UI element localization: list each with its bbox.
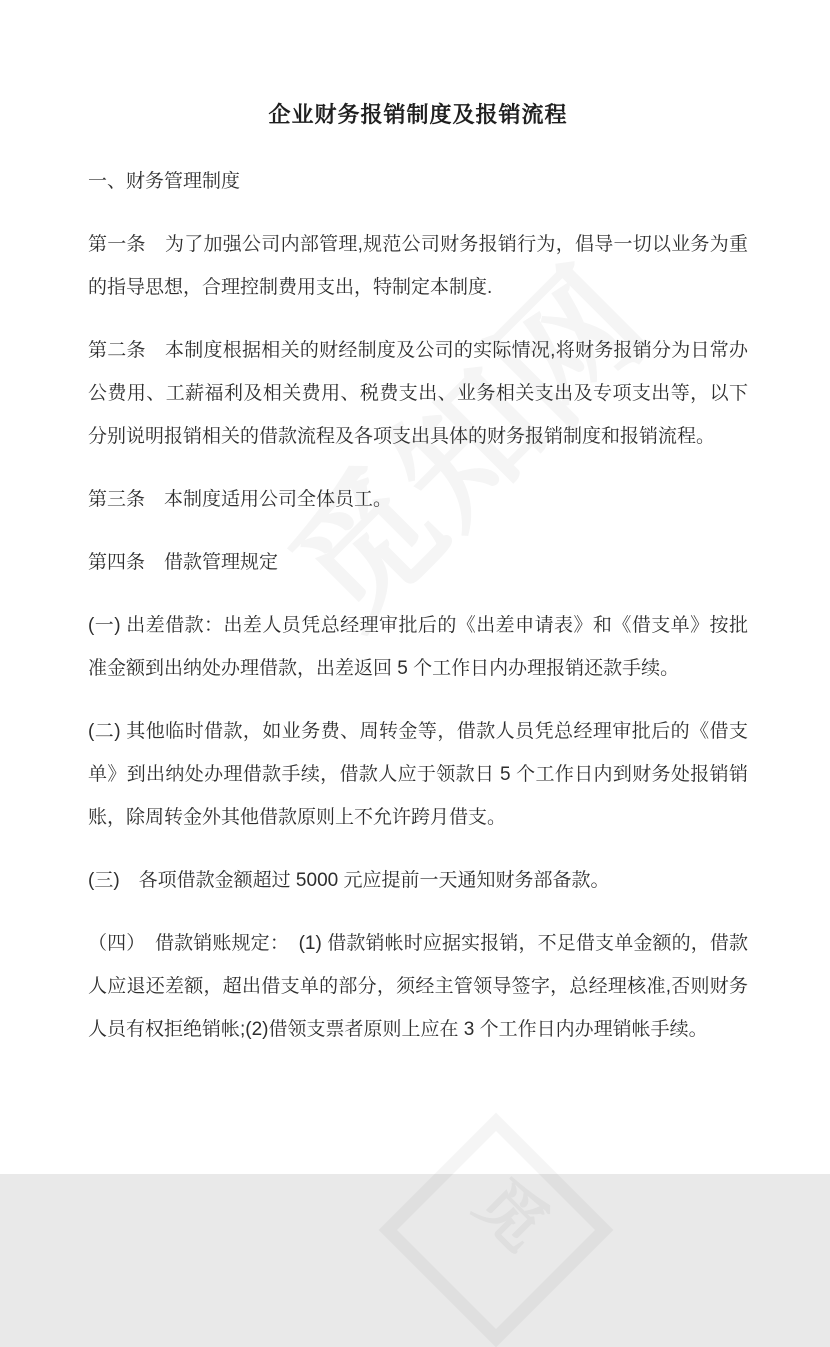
- site-watermark-logo: [379, 1113, 614, 1347]
- paragraph-clause-1-travel-loan: (一) 出差借款：出差人员凭总经理审批后的《出差申请表》和《借支单》按批准金额到出纳处办理借款，出差返回 5 个工作日内办理报销还款手续。: [88, 615, 748, 679]
- paragraph-clause-4-loan-writeoff: （四） 借款销账规定： (1) 借款销帐时应据实报销，不足借支单金额的，借款人应退还差额，超出借支单的部分，须经主管领导签字，总经理核准,否则财务人员有权拒绝销帐;(2)借领支票者原则上应在 3 个工作日内办理销帐手续。: [88, 933, 748, 1040]
- paragraph-article-3: 第三条 本制度适用公司全体员工。: [88, 489, 393, 510]
- document-title: 企业财务报销制度及报销流程: [268, 102, 568, 127]
- paragraph-article-4: 第四条 借款管理规定: [88, 552, 279, 573]
- paragraph-article-1: 第一条 为了加强公司内部管理,规范公司财务报销行为，倡导一切以业务为重的指导思想，合理控制费用支出，特制定本制度.: [88, 234, 748, 298]
- paragraph-clause-2-temporary-loan: (二) 其他临时借款，如业务费、周转金等，借款人员凭总经理审批后的《借支单》到出纳处办理借款手续，借款人应于领款日 5 个工作日内到财务处报销销账，除周转金外其他借款原则上不允许跨月借支。: [88, 721, 748, 828]
- section-heading-finance-management: 一、财务管理制度: [88, 171, 241, 192]
- site-watermark-logo-glyph: 觅: [462, 1164, 562, 1264]
- paragraph-clause-3-loan-over-5000: (三) 各项借款金额超过 5000 元应提前一天通知财务部备款。: [88, 870, 610, 891]
- paragraph-article-2: 第二条 本制度根据相关的财经制度及公司的实际情况,将财务报销分为日常办公费用、工薪福利及相关费用、税费支出、业务相关支出及专项支出等，以下分别说明报销相关的借款流程及各项支出具体的财务报销制度和报销流程。: [88, 340, 748, 447]
- document-content: [88, 100, 748, 1071]
